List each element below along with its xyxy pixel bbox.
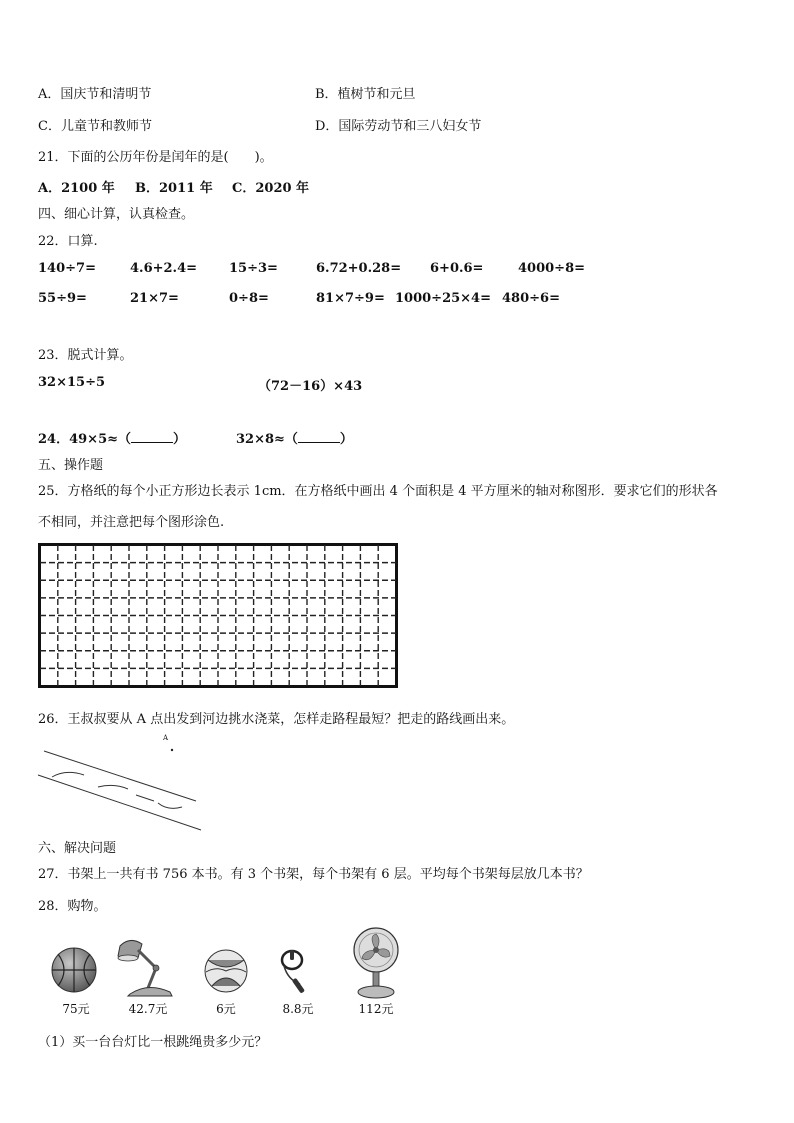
river-ripple-4	[158, 803, 182, 808]
river-bank-upper	[44, 751, 196, 801]
q22-r2-c6: 480÷6=	[502, 291, 560, 306]
price-electric-fan: 112元	[358, 1002, 394, 1016]
q22-r1-c5: 6+0.6=	[430, 261, 484, 276]
q24-close-2: ）	[339, 432, 353, 447]
q20-option-a: A．国庆节和清明节	[38, 87, 152, 102]
q22-r2-c4: 81×7÷9=	[316, 291, 385, 306]
q21-option-b: B．2011 年	[135, 181, 213, 196]
q26-stem: 26．王叔叔要从 A 点出发到河边挑水浇菜，怎样走路程最短？把走的路线画出来。	[38, 712, 515, 727]
q27-stem: 27．书架上一共有书 756 本书。有 3 个书架，每个书架有 6 层。平均每个书架每层放几本书？	[38, 867, 589, 882]
q20-option-d: D．国际劳动节和三八妇女节	[315, 119, 482, 134]
river-diagram-svg	[36, 735, 206, 835]
q20-option-b: B．植树节和元旦	[315, 87, 416, 102]
section-4-heading: 四、细心计算，认真检查。	[38, 207, 195, 222]
price-desk-lamp: 42.7元	[128, 1002, 168, 1016]
q23-stem: 23．脱式计算。	[38, 348, 133, 363]
shop-item-jump-rope	[270, 944, 326, 1016]
q21-stem: 21．下面的公历年份是闰年的是( )。	[38, 150, 273, 165]
q21-option-c: C．2020 年	[232, 181, 310, 196]
river-ripple-1	[52, 772, 84, 777]
q28-stem: 28．购物。	[38, 899, 107, 914]
river-ripple-3	[136, 795, 154, 801]
price-basketball: 75元	[62, 1002, 90, 1016]
q22-r2-c2: 21×7=	[130, 291, 179, 306]
q22-r1-c6: 4000÷8=	[518, 261, 586, 276]
q21-option-a: A．2100 年	[38, 181, 115, 196]
q22-r1-c1: 140÷7=	[38, 261, 96, 276]
grid-paper-svg	[38, 543, 398, 688]
jump-rope-icon	[270, 944, 326, 996]
grid-paper[interactable]	[38, 543, 398, 688]
river-ripple-2	[98, 785, 128, 789]
desk-lamp-icon	[112, 936, 184, 998]
electric-fan-icon	[346, 926, 406, 1000]
q28-sub-1: （1）买一台台灯比一根跳绳贵多少元？	[38, 1035, 268, 1050]
q24-expr-1-text: 24．49×5≈（	[38, 432, 132, 447]
q20-option-c: C．儿童节和教师节	[38, 119, 152, 134]
q22-r1-c2: 4.6+2.4=	[130, 261, 198, 276]
river-diagram[interactable]	[36, 735, 206, 835]
section-6-heading: 六、解决问题	[38, 841, 117, 856]
q22-stem: 22．口算.	[38, 234, 98, 249]
point-a-label: A	[163, 734, 169, 742]
q25-line-2: 不相同，并注意把每个图形涂色.	[38, 515, 225, 530]
q22-r1-c3: 15÷3=	[229, 261, 278, 276]
q24-blank-1[interactable]	[131, 430, 173, 443]
q24-expr-2	[236, 428, 353, 447]
q23-expr-2: （72－16）×43	[258, 379, 363, 394]
q24-expr-1	[38, 428, 186, 447]
q24-blank-2[interactable]	[298, 430, 340, 443]
ball-icon	[198, 944, 254, 996]
price-ball: 6元	[216, 1002, 236, 1016]
q24-expr-2-text: 32×8≈（	[236, 432, 298, 447]
q22-r2-c5: 1000÷25×4=	[395, 291, 491, 306]
q22-r1-c4: 6.72+0.28=	[316, 261, 402, 276]
shop-item-ball	[198, 944, 254, 1016]
q24-close-1: ）	[173, 432, 187, 447]
section-5-heading: 五、操作题	[38, 458, 104, 473]
point-a-dot	[171, 749, 173, 751]
q22-r2-c3: 0÷8=	[229, 291, 269, 306]
shop-item-electric-fan	[346, 926, 406, 1016]
q22-r2-c1: 55÷9=	[38, 291, 87, 306]
shop-item-desk-lamp	[112, 936, 184, 1016]
river-bank-lower	[38, 775, 201, 830]
price-jump-rope: 8.8元	[282, 1002, 314, 1016]
q25-line-1: 25．方格纸的每个小正方形边长表示 1cm．在方格纸中画出 4 个面积是 4 平方厘米的轴对称图形．要求它们的形状各	[38, 484, 718, 499]
q23-expr-1: 32×15÷5	[38, 375, 106, 390]
basketball-icon	[46, 940, 106, 996]
shop-item-basketball	[46, 940, 106, 1016]
